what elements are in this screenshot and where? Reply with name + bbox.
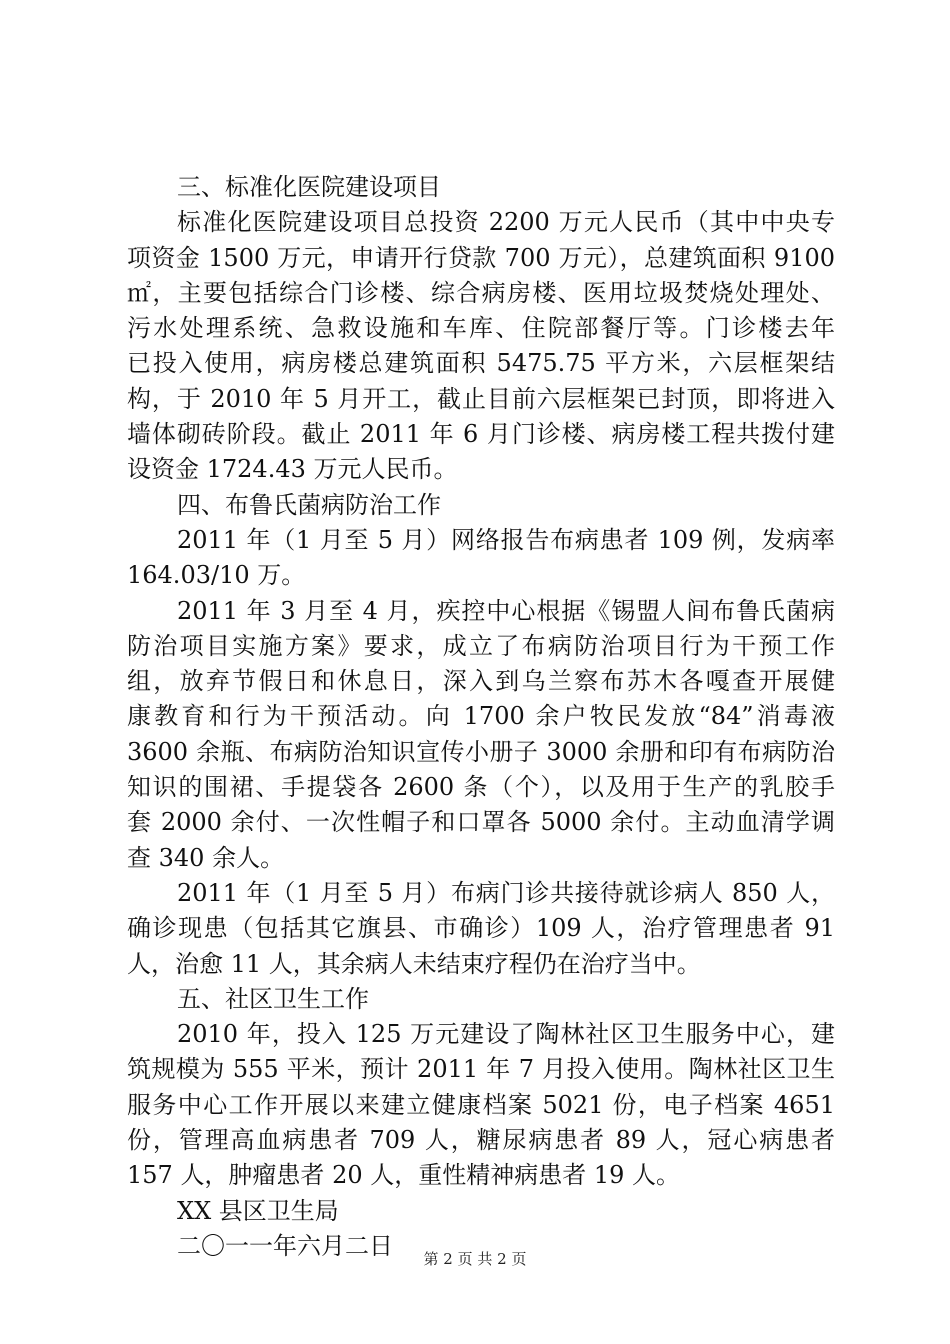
text-line: 筑规模为 555 平米，预计 2011 年 7 月投入使用。陶林社区卫生 xyxy=(127,1055,835,1084)
document-body xyxy=(127,170,835,1264)
text-line: 墙体砌砖阶段。截止 2011 年 6 月门诊楼、病房楼工程共拨付建 xyxy=(127,420,835,449)
text-line: 四、布鲁氏菌病防治工作 xyxy=(177,490,441,519)
text-line: 已投入使用，病房楼总建筑面积 5475.75 平方米，六层框架结 xyxy=(127,349,835,378)
text-line: 构，于 2010 年 5 月开工，截止目前六层框架已封顶，即将进入 xyxy=(127,384,835,413)
text-line: 知识的围裙、手提袋各 2600 条（个），以及用于生产的乳胶手 xyxy=(127,773,835,802)
text-line: 三、标准化医院建设项目 xyxy=(177,173,441,201)
text-line: 组，放弃节假日和休息日，深入到乌兰察布苏木各嘎查开展健 xyxy=(127,667,835,696)
text-line: 项资金 1500 万元，申请开行贷款 700 万元），总建筑面积 9100 xyxy=(127,243,835,272)
text-line: 人，治愈 11 人，其余病人未结束疗程仍在治疗当中。 xyxy=(127,949,701,978)
text-line: 164.03/10 万。 xyxy=(127,561,306,590)
text-line: 污水处理系统、急救设施和车库、住院部餐厅等。门诊楼去年 xyxy=(127,314,835,343)
text-line: 查 340 余人。 xyxy=(127,843,285,872)
text-line: 确诊现患（包括其它旗县、市确诊）109 人，治疗管理患者 91 xyxy=(127,914,835,943)
text-line: 套 2000 余付、一次性帽子和口罩各 5000 余付。主动血清学调 xyxy=(127,808,835,837)
text-line: 五、社区卫生工作 xyxy=(177,984,369,1013)
text-line: ㎡，主要包括综合门诊楼、综合病房楼、医用垃圾焚烧处理处、 xyxy=(127,278,835,307)
text-line: 服务中心工作开展以来建立健康档案 5021 份，电子档案 4651 xyxy=(127,1090,835,1119)
text-line: 3600 余瓶、布病防治知识宣传小册子 3000 余册和印有布病防治 xyxy=(127,737,835,766)
text-line: 2011 年（1 月至 5 月）布病门诊共接待就诊病人 850 人， xyxy=(177,878,835,907)
text-line: 2011 年 3 月至 4 月，疾控中心根据《锡盟人间布鲁氏菌病 xyxy=(177,596,835,625)
page-footer: 第 2 页 共 2 页 xyxy=(423,1250,527,1268)
text-line: 设资金 1724.43 万元人民币。 xyxy=(127,455,458,484)
text-line: 份，管理高血病患者 709 人，糖尿病患者 89 人，冠心病患者 xyxy=(127,1126,835,1155)
text-line: 康教育和行为干预活动。向 1700 余户牧民发放“84”消毒液 xyxy=(127,702,835,731)
text-line: 2011 年（1 月至 5 月）网络报告布病患者 109 例，发病率 xyxy=(177,525,835,554)
text-line: 157 人，肿瘤患者 20 人，重性精神病患者 19 人。 xyxy=(127,1161,681,1190)
text-line: 防治项目实施方案》要求，成立了布病防治项目行为干预工作 xyxy=(127,631,835,660)
text-line: 2010 年，投入 125 万元建设了陶林社区卫生服务中心，建 xyxy=(177,1020,835,1049)
text-line: 二〇一一年六月二日 xyxy=(177,1231,393,1260)
text-line: 标准化医院建设项目总投资 2200 万元人民币（其中中央专 xyxy=(177,208,835,237)
text-line: XX 县区卫生局 xyxy=(177,1196,339,1225)
